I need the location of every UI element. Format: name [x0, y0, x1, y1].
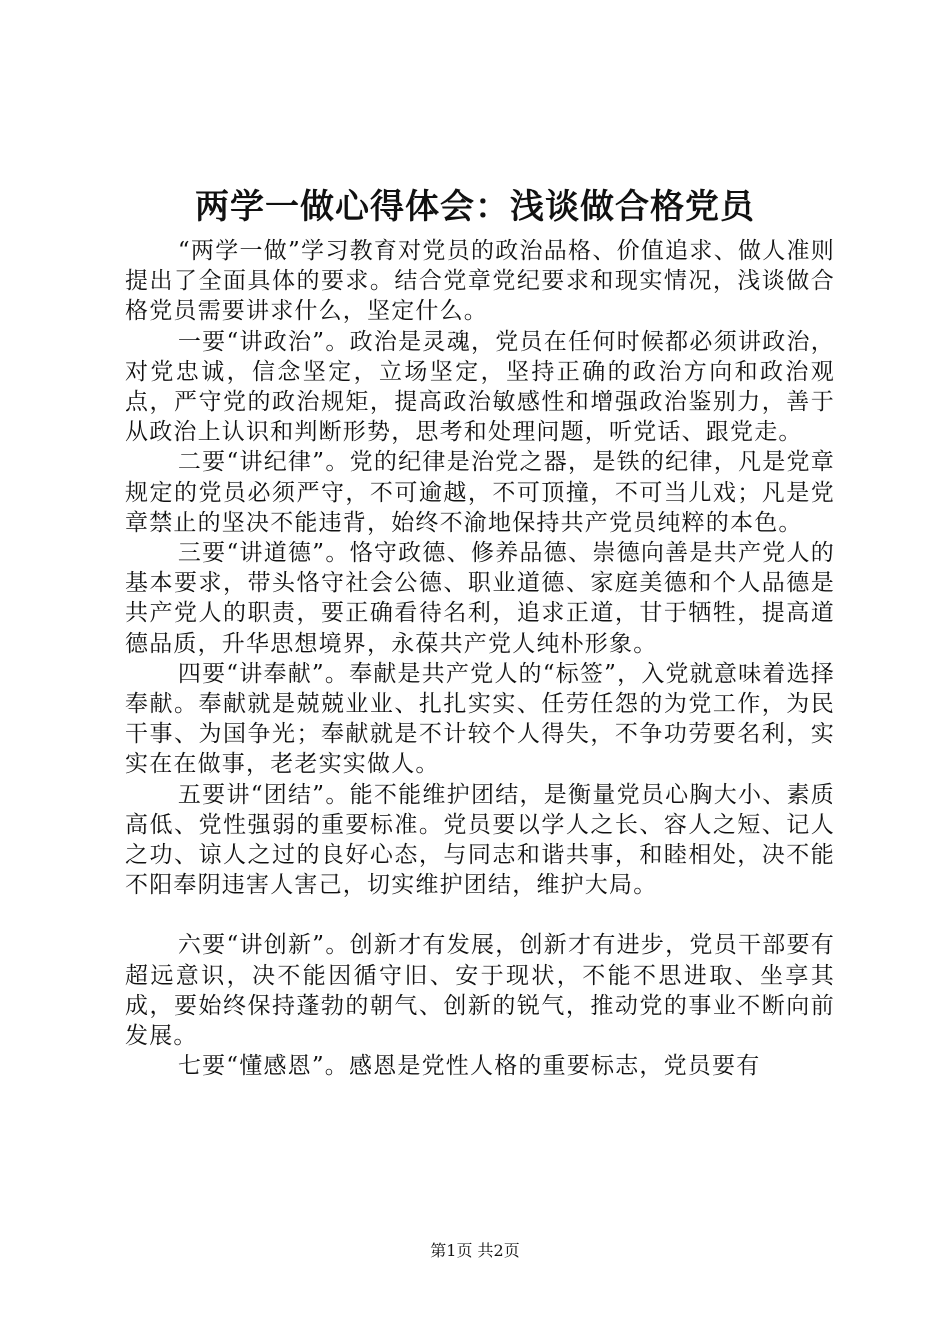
paragraph-politics: 一要“讲政治”。政治是灵魂，党员在任何时候都必须讲政治，对党忠诚，信念坚定，立场坚定，坚持正确的政治方向和政治观点，严守党的政治规矩，提高政治敏感性和增强政治鉴别力，善于从政治上认识和判断形势，思考和处理问题，听党话、跟党走。 — [125, 328, 835, 446]
paragraph-unity: 五要讲“团结”。能不能维护团结，是衡量党员心胸大小、素质高低、党性强弱的重要标准。党员要以学人之长、容人之短、记人之功、谅人之过的良好心态，与同志和谐共事，和睦相处，决不能不阳奉阴违害人害己，切实维护团结，维护大局。 — [125, 781, 835, 899]
paragraph-dedication: 四要“讲奉献”。奉献是共产党人的“标签”，入党就意味着选择奉献。奉献就是兢兢业业、扎扎实实、任劳任怨的为党工作，为民干事、为国争光；奉献就是不计较个人得失，不争功劳要名利，实实在在做事，老老实实做人。 — [125, 660, 835, 778]
document-body — [125, 236, 835, 1081]
paragraph-discipline: 二要“讲纪律”。党的纪律是治党之器，是铁的纪律，凡是党章规定的党员必须严守，不可逾越，不可顶撞，不可当儿戏；凡是党章禁止的坚决不能违背，始终不渝地保持共产党员纯粹的本色。 — [125, 449, 835, 536]
document-title: 两学一做心得体会：浅谈做合格党员 — [195, 187, 755, 227]
paragraph-intro: “两学一做”学习教育对党员的政治品格、价值追求、做人准则提出了全面具体的要求。结合党章党纪要求和现实情况，浅谈做合格党员需要讲求什么，坚定什么。 — [125, 238, 835, 325]
paragraph-gratitude: 七要“懂感恩”。感恩是党性人格的重要标志，党员要有 — [177, 1053, 761, 1080]
page-footer: 第1页 共2页 — [430, 1241, 520, 1260]
paragraph-morality: 三要“讲道德”。恪守政德、修养品德、崇德向善是共产党人的基本要求，带头恪守社会公德、职业道德、家庭美德和个人品德是共产党人的职责，要正确看待名利，追求正道，甘于牺牲，提高道德品质，升华思想境界，永葆共产党人纯朴形象。 — [125, 540, 835, 657]
paragraph-innovation: 六要“讲创新”。创新才有发展，创新才有进步，党员干部要有超远意识，决不能因循守旧、安于现状，不能不思进取、坐享其成，要始终保持蓬勃的朝气、创新的锐气，推动党的事业不断向前发展。 — [125, 932, 835, 1050]
